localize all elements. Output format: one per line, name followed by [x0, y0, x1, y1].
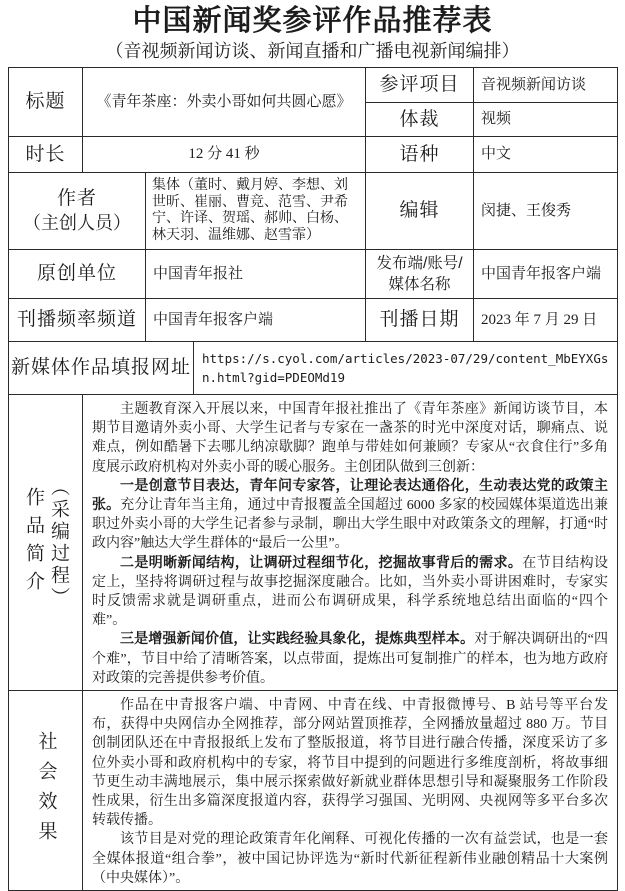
row-channel-date [9, 299, 618, 342]
paragraph: 主题教育深入开展以来，中国青年报社推出了《青年茶座》新闻访谈节目，本期节目邀请外卖小哥、大学生记者与专家在一盏茶的时光中深度对话，聊痛点、说难点，例如酷暑下去哪儿纳凉歇脚？跑单与带娃如何兼顾？专家从“衣食住行”多角度展示政府机构对外卖小哥的暖心服务。主创团队做到三创新： [92, 402, 609, 475]
row-title-category [9, 68, 618, 103]
social-effect-label [9, 691, 83, 891]
genre-value: 视频 [474, 103, 618, 137]
entry-category-value: 音视频新闻访谈 [474, 68, 618, 103]
work-intro-label-left: 作品简介 [23, 486, 44, 599]
work-intro-label-wrap [10, 396, 81, 689]
author-label-line2: （主创人员） [23, 213, 131, 233]
language-value: 中文 [474, 137, 618, 173]
publish-platform-value: 中国青年报客户端 [474, 250, 618, 299]
duration-label: 时长 [9, 137, 83, 173]
row-duration-language [9, 137, 618, 173]
author-label [9, 173, 146, 250]
editor-label: 编辑 [366, 173, 474, 250]
submission-url-label: 新媒体作品填报网址 [9, 342, 194, 395]
title-label: 标题 [9, 68, 83, 137]
work-intro-content [83, 395, 618, 691]
author-label-line1: 作者 [56, 188, 97, 209]
language-label: 语种 [366, 137, 474, 173]
genre-label: 体裁 [366, 103, 474, 137]
publish-platform-label [366, 250, 474, 299]
work-intro-label-right: （采编过程） [48, 476, 69, 609]
page-subtitle: （音视频新闻访谈、新闻直播和广播电视新闻编排） [105, 41, 520, 61]
broadcast-channel-value: 中国青年报客户端 [146, 299, 366, 342]
row-work-intro [9, 395, 618, 691]
paragraph: 二是明晰新闻结构，让调研过程细节化，挖掘故事背后的需求。在节目结构设定上，坚持将调研过程与故事挖掘深度融合。比如，当外卖小哥讲困难时，专家实时反馈需求就是调研重点，进而公布调研成果，科学系统地总结出面临的“四个难”。 [92, 555, 609, 629]
recommendation-form-table [8, 67, 618, 891]
submission-url: https://s.cyol.com/articles/2023-07/29/content_MbEYXGsn.html?gid=PDEOMd19 [194, 342, 618, 395]
row-author-editor [9, 173, 618, 250]
duration-value: 12 分 41 秒 [83, 137, 366, 173]
paragraph: 该节目是对党的理论政策青年化阐释、可视化传播的一次有益尝试，也是一套全媒体报道“组合拳”，被中国记协评选为“新时代新征程新伟业融创精品十大案例（中央媒体）”。 [92, 832, 609, 886]
title-value: 《青年茶座：外卖小哥如何共圆心愿》 [83, 68, 366, 137]
author-value: 集体（董时、戴月婷、李想、刘世昕、崔丽、曹竞、范雪、尹希宁、许译、贺瑶、郝帅、白杨、林天羽、温维娜、赵雪霏） [146, 173, 366, 250]
row-submission-url [9, 342, 618, 395]
entry-category-label: 参评项目 [366, 68, 474, 103]
paragraph: 三是增强新闻价值，让实践经验具象化，提炼典型样本。对于解决调研出的“四个难”，节目中给了清晰答案，以点带面，提炼出可复制推广的样本，也为地方政府对政策的完善提供参考价值。 [92, 632, 609, 686]
row-social-effect [9, 691, 618, 891]
paragraph: 作品在中青报客户端、中青网、中青在线、中青报微博号、B 站号等平台发布，获得中央网信办全网推荐，部分网站置顶推荐，全网播放量超过 880 万。节目创制团队还在中青报报纸上发布了整版报道，将节目进行融合传播，深度采访了多位外卖小哥和政府机构中的专家，将节目中提到的问题进行多维度剖析，将故事细节更生动丰满地展示，集中展示探索做好新就业群体思想引导和凝聚服务工作阶段性成果，衍生出多篇深度报道内容，获得学习强国、光明网、央视网等多平台多次转载传播。 [92, 698, 609, 829]
social-effect-content [83, 691, 618, 891]
page-title: 中国新闻奖参评作品推荐表 [132, 5, 493, 37]
publish-date-label: 刊播日期 [366, 299, 474, 342]
paragraph: 一是创意节目表达，青年问专家答，让理论表达通俗化，生动表达党的政策主张。充分让青年当主角，通过中青报覆盖全国超过 6000 多家的校园媒体渠道选出兼职过外卖小哥的大学生记者参与录制，聊出大学生眼中对政策条文的理解，打通“时政内容”触达大学生群体的“最后一公里”。 [92, 478, 609, 552]
publish-date-value: 2023 年 7 月 29 日 [474, 299, 618, 342]
original-unit-value: 中国青年报社 [146, 250, 366, 299]
publish-platform-label-line1: 发布端/账号/ [376, 255, 463, 272]
editor-value: 闵捷、王俊秀 [474, 173, 618, 250]
work-intro-label [9, 395, 83, 691]
broadcast-channel-label: 刊播频率频道 [9, 299, 146, 342]
social-effect-label-text: 社会效果 [35, 730, 57, 851]
publish-platform-label-line2: 媒体名称 [388, 276, 451, 293]
social-effect-label-wrap [10, 692, 81, 889]
row-original-unit-platform [9, 250, 618, 299]
original-unit-label: 原创单位 [9, 250, 146, 299]
